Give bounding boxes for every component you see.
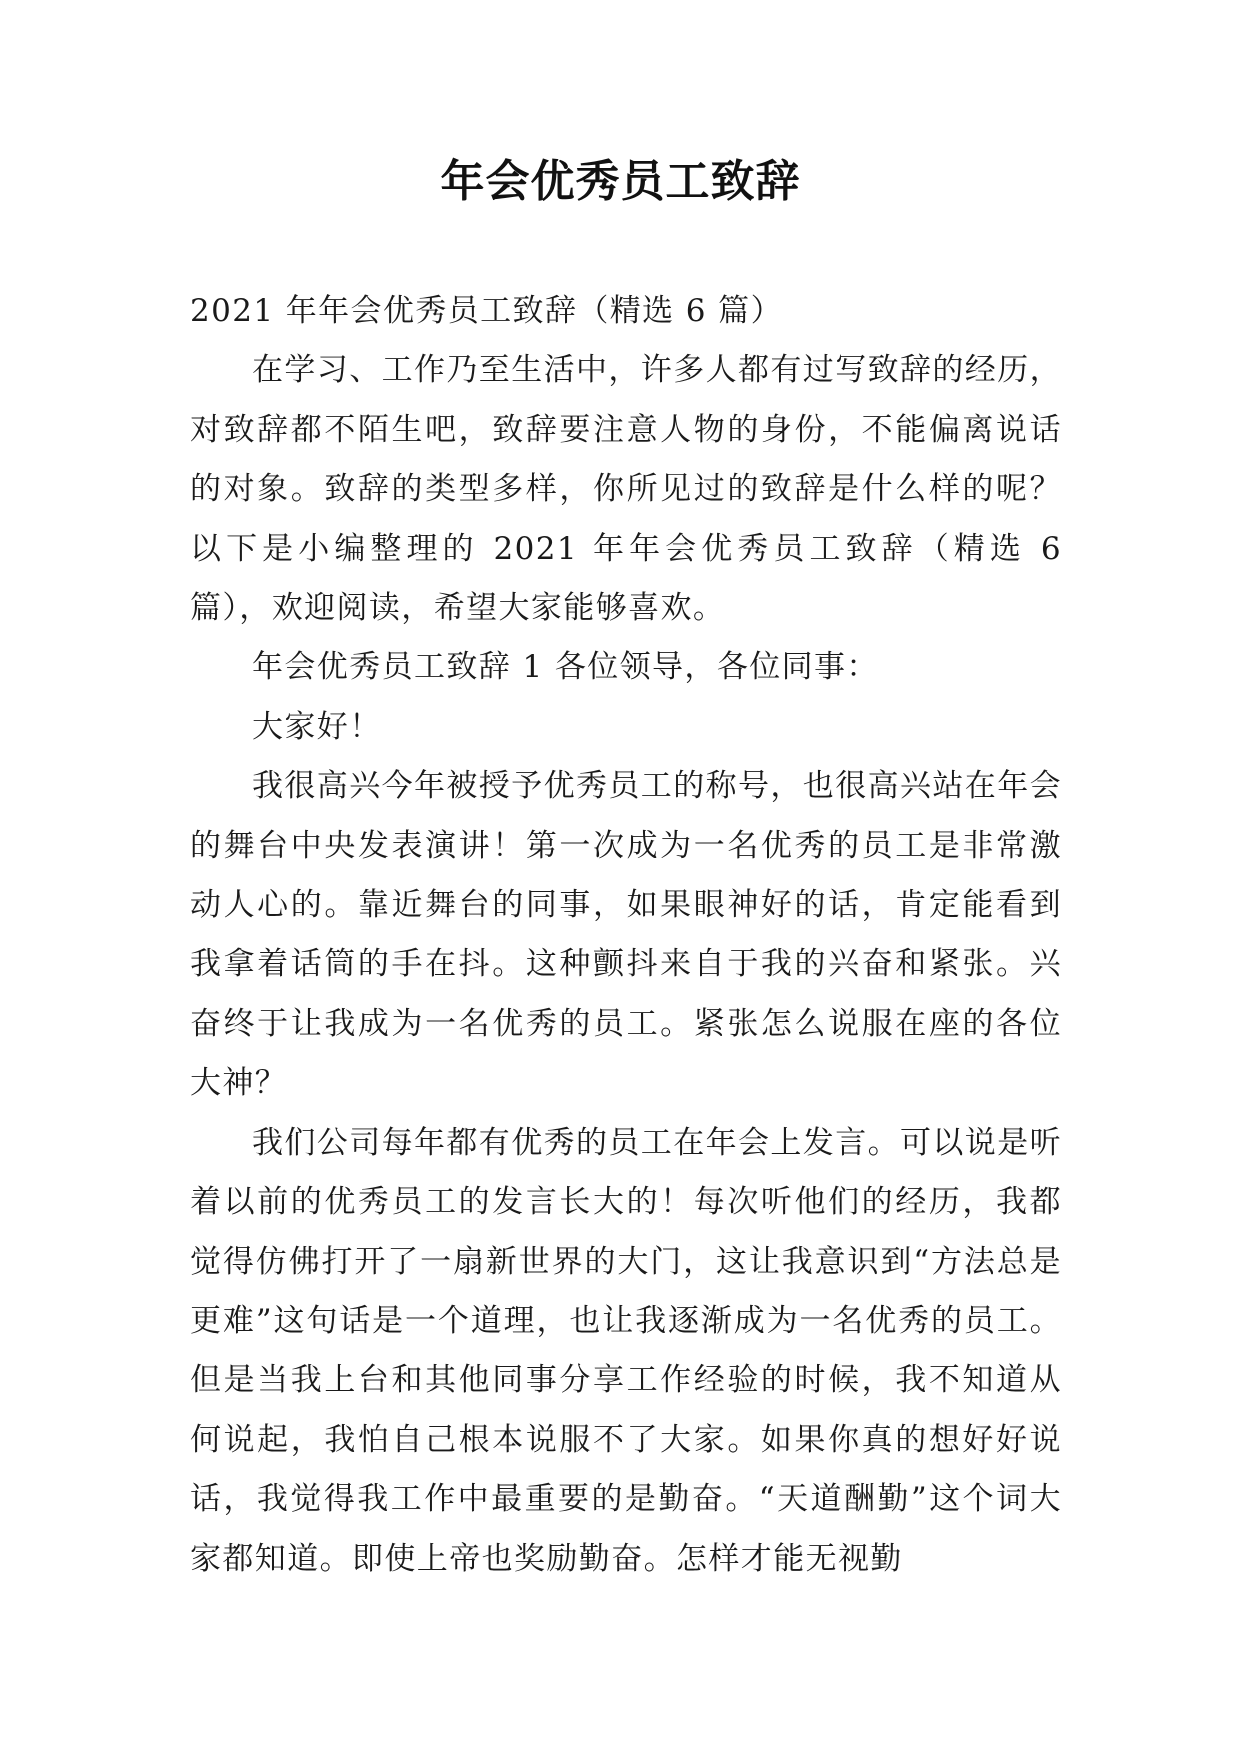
paragraph-salutation: 年会优秀员工致辞 1 各位领导，各位同事： — [252, 649, 879, 686]
paragraph-greeting: 大家好！ — [252, 708, 382, 745]
paragraph-body-1: 我很高兴今年被授予优秀员工的称号，也很高兴站在年会的舞台中央发表演讲！第一次成为一名优秀的员工是非常激动人心的。靠近舞台的同事，如果眼神好的话，肯定能看到我拿着话筒的手在抖。这种颤抖来自于我的兴奋和紧张。兴奋终于让我成为一名优秀的员工。紧张怎么说服在座的各位大神？ — [190, 768, 1062, 1102]
paragraph-body-2: 我们公司每年都有优秀的员工在年会上发言。可以说是听着以前的优秀员工的发言长大的！每次听他们的经历，我都觉得仿佛打开了一扇新世界的大门，这让我意识到“方法总是更难”这句话是一个道理，也让我逐渐成为一名优秀的员工。但是当我上台和其他同事分享工作经验的时候，我不知道从何说起，我怕自己根本说服不了大家。如果你真的想好好说话，我觉得我工作中最重要的是勤奋。“天道酬勤”这个词大家都知道。即使上帝也奖励勤奋。怎样才能无视勤 — [190, 1124, 1062, 1577]
paragraph-subtitle: 2021 年年会优秀员工致辞（精选 6 篇） — [190, 293, 783, 329]
document-body — [190, 282, 1062, 1589]
document-title: 年会优秀员工致辞 — [440, 156, 801, 207]
paragraph-intro: 在学习、工作乃至生活中，许多人都有过写致辞的经历，对致辞都不陌生吧，致辞要注意人物的身份，不能偏离说话的对象。致辞的类型多样，你所见过的致辞是什么样的呢？以下是小编整理的 2021 年年会优秀员工致辞（精选 6 篇），欢迎阅读，希望大家能够喜欢。 — [190, 352, 1062, 627]
